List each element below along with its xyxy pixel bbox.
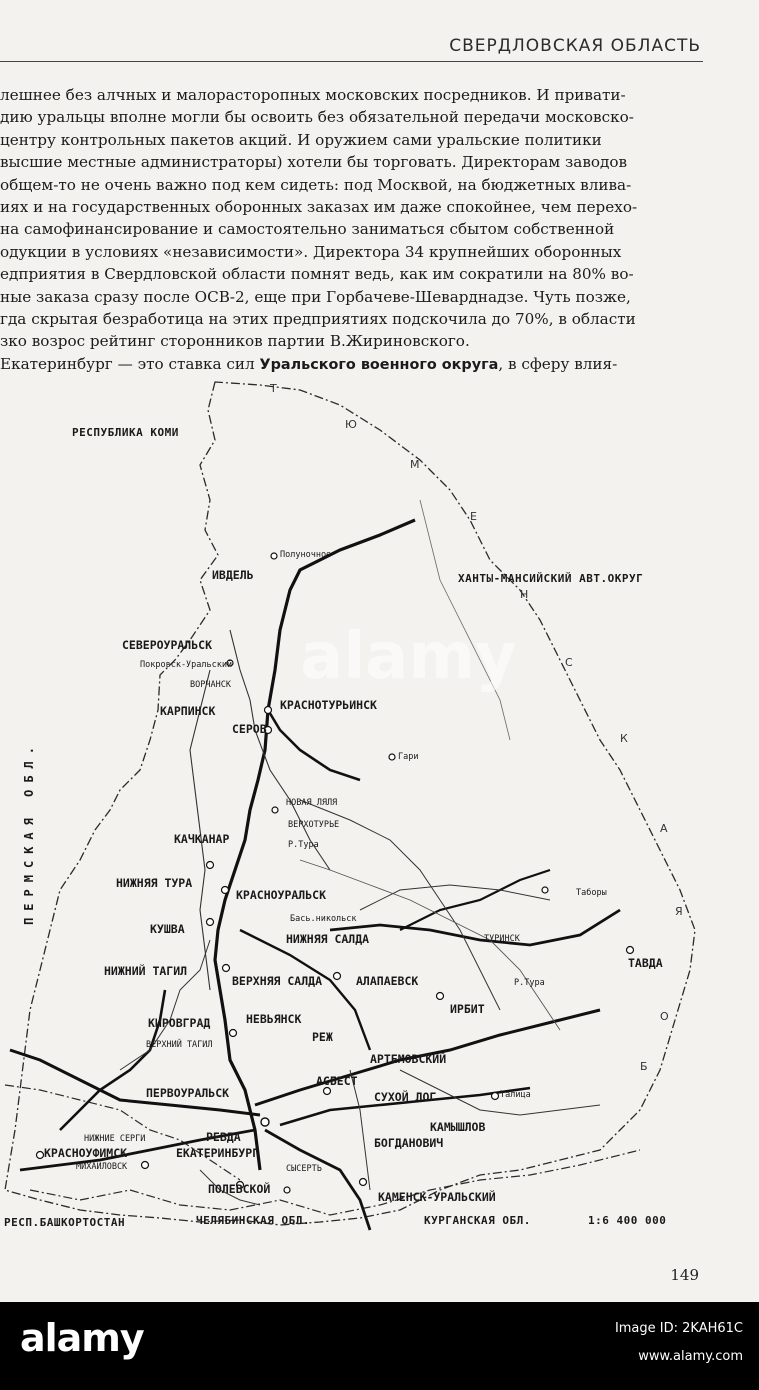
label-river-tura: Р.Тура [288,840,319,850]
label-serov: СЕРОВ [232,722,267,736]
label-kamensk-uralsky: КАМЕНСК-УРАЛЬСКИЙ [378,1190,496,1204]
town-marker [324,1088,331,1095]
label-ivdel: ИВДЕЛЬ [212,568,254,582]
label-asbest: АСБЕСТ [316,1074,358,1088]
map-hatch: С [565,656,573,669]
label-nizhnyaya-tura: НИЖНЯЯ ТУРА [116,876,193,890]
page-number: 149 [670,1266,699,1284]
label-perm: ПЕРМСКАЯ ОБЛ. [22,740,36,925]
label-nizhnie-sergi: НИЖНИЕ СЕРГИ [84,1134,146,1144]
label-alapaevsk: АЛАПАЕВСК [356,974,419,988]
label-verkhny-tagil: ВЕРХНИЙ ТАГИЛ [146,1040,213,1050]
town-marker [389,754,395,760]
railway-krasnoufimsk [60,990,165,1130]
map-hatch: Н [520,588,529,601]
label-bas-nikolsk: Бась.никольск [290,914,357,924]
map-hatch: Ю [345,418,357,431]
label-mikhailovsk: МИХАЙЛОВСК [76,1162,128,1172]
town-marker [492,1093,499,1100]
label-gari: Гари [398,752,419,762]
label-kachkanar: КАЧКАНАР [174,832,230,846]
text-line: иях и на государственных оборонных заказах им даже спокойнее, чем перехо- [0,198,638,217]
label-turinsk: ТУРИНСК [484,934,520,944]
text-span: Екатеринбург — это ставка сил [0,354,260,373]
town-marker [334,973,341,980]
label-kushva: КУШВА [150,922,185,936]
label-artemovsky: АРТЕМОВСКИЙ [370,1052,447,1066]
town-marker [37,1152,44,1159]
label-novaya-lyalya: НОВАЯ ЛЯЛЯ [286,798,338,808]
label-komi: РЕСПУБЛИКА КОМИ [72,426,179,439]
text-line: одукции в условиях «независимости». Директора 34 крупнейших оборонных [0,242,622,261]
oblast-boundary [5,382,695,1225]
railway-serov-line [268,710,360,780]
text-line: ные заказа сразу после ОСВ-2, еще при Горбачеве-Шеварднадзе. Чуть позже, [0,287,631,306]
label-chelyabinsk: ЧЕЛЯБИНСКАЯ ОБЛ. [196,1214,310,1227]
map-hatch: М [410,458,420,471]
label-kamyshlov: КАМЫШЛОВ [430,1120,486,1134]
railway-alapaevsk [240,930,370,1050]
label-ekaterinburg: ЕКАТЕРИНБУРГ [176,1146,260,1160]
town-marker [272,807,278,813]
town-marker [142,1162,149,1169]
road-5 [120,940,210,1070]
label-nevyansk: НЕВЬЯНСК [246,1012,302,1026]
text-span: , в сферу влия- [498,354,618,373]
label-tabory: Таборы [576,888,607,898]
label-verkhnyaya-salda: ВЕРХНЯЯ САЛДА [232,974,323,988]
town-marker [284,1187,290,1193]
text-line: центру контрольных пакетов акций. И оружием сами уральские политики [0,130,602,149]
label-krasnoturinsk: КРАСНОТУРЬИНСК [280,698,377,712]
label-rezh: РЕЖ [312,1030,333,1044]
label-pervouralsk: ПЕРВОУРАЛЬСК [146,1086,230,1100]
map-hatch: Е [470,510,477,523]
railway-east-tavda [330,910,620,945]
town-marker [437,993,444,1000]
label-nizhny-tagil: НИЖНИЙ ТАГИЛ [104,964,188,978]
map-scale: 1:6 400 000 [588,1214,667,1227]
road-6 [350,1070,370,1190]
label-polevskoy: ПОЛЕВСКОЙ [208,1182,271,1196]
town-marker [627,947,634,954]
label-severouralsk: СЕВЕРОУРАЛЬСК [122,638,213,652]
label-vorchansk: ВОРЧАНСК [190,680,231,690]
region-map [0,370,700,1242]
road-2 [190,670,210,990]
body-text [0,84,700,376]
site-url: www.alamy.com [638,1349,743,1364]
town-marker [207,862,214,869]
stock-footer [0,1302,759,1390]
town-marker [230,1030,237,1037]
label-bashkortostan: РЕСП.БАШКОРТОСТАН [4,1216,126,1229]
label-polunochnoe: Полуночное [280,550,332,560]
alamy-logo: alamy [20,1316,144,1360]
header-rule [0,61,703,62]
text-line: на самофинансирование и самостоятельно заниматься сбытом собственной [0,220,615,239]
label-talitsa: Талица [500,1090,531,1100]
map-hatch: Я [675,905,683,918]
label-kirovgrad: КИРОВГРАД [148,1016,211,1030]
label-nizhnyaya-salda: НИЖНЯЯ САЛДА [286,932,370,946]
image-id: Image ID: 2KAH61C [614,1321,743,1336]
map-drawing [0,370,700,1242]
town-marker [360,1179,367,1186]
label-krasnouralsk: КРАСНОУРАЛЬСК [236,888,327,902]
label-pokrovsk: Покровск-Уральский [140,660,233,670]
watermark-logo: alamy [300,620,517,694]
text-line: дию уральцы вполне могли бы освоить без обязательной передачи московско- [0,108,634,127]
text-line: гда скрытая безработица на этих предприятиях подскочила до 70%, в области [0,310,636,329]
header-title: СВЕРДЛОВСКАЯ ОБЛАСТЬ [449,36,701,56]
label-verkhoturye: ВЕРХОТУРЬЕ [288,820,340,830]
town-marker [223,965,230,972]
label-khanty-mansiysk: ХАНТЫ-МАНСИЙСКИЙ АВТ.ОКРУГ [458,572,644,585]
railway-turinsk [400,870,550,930]
label-bogdanovich: БОГДАНОВИЧ [374,1136,444,1150]
town-marker [265,707,272,714]
label-revda: РЕВДА [206,1130,241,1144]
town-marker [542,887,548,893]
label-sysert: СЫСЕРТЬ [286,1164,322,1174]
label-sukhoy-log: СУХОЙ ЛОГ [374,1090,437,1104]
running-header [0,36,759,62]
text-line: высшие местные администраторы) хотели бы торговать. Директорам заводов [0,153,628,172]
label-irbit: ИРБИТ [450,1002,485,1016]
map-hatch: К [620,732,628,745]
town-marker [207,919,214,926]
text-line: едприятия в Свердловской области помнят ведь, как им сократили на 80% во- [0,265,634,284]
text-line: зко возрос рейтинг сторонников партии В.Жириновского. [0,332,470,351]
map-hatch: А [660,822,668,835]
map-hatch: Б [640,1060,648,1073]
text-line: лешнее без алчных и малорасторопных московских посредников. И привати- [0,86,626,104]
label-river-tura-2: Р.Тура [514,978,545,988]
town-marker [271,553,277,559]
town-marker [261,1118,269,1126]
map-hatch: Т [270,382,277,395]
bold-term: Уральского военного округа [259,356,499,373]
label-karpinsk: КАРПИНСК [160,704,216,718]
map-hatch: О [660,1010,669,1023]
label-kurgan: КУРГАНСКАЯ ОБЛ. [424,1214,531,1227]
label-tavda: ТАВДА [628,956,663,970]
town-marker [222,887,229,894]
label-krasnoufimsk: КРАСНОУФИМСК [44,1146,128,1160]
text-line: общем-то не очень важно под кем сидеть: под Москвой, на бюджетных влива- [0,175,632,194]
